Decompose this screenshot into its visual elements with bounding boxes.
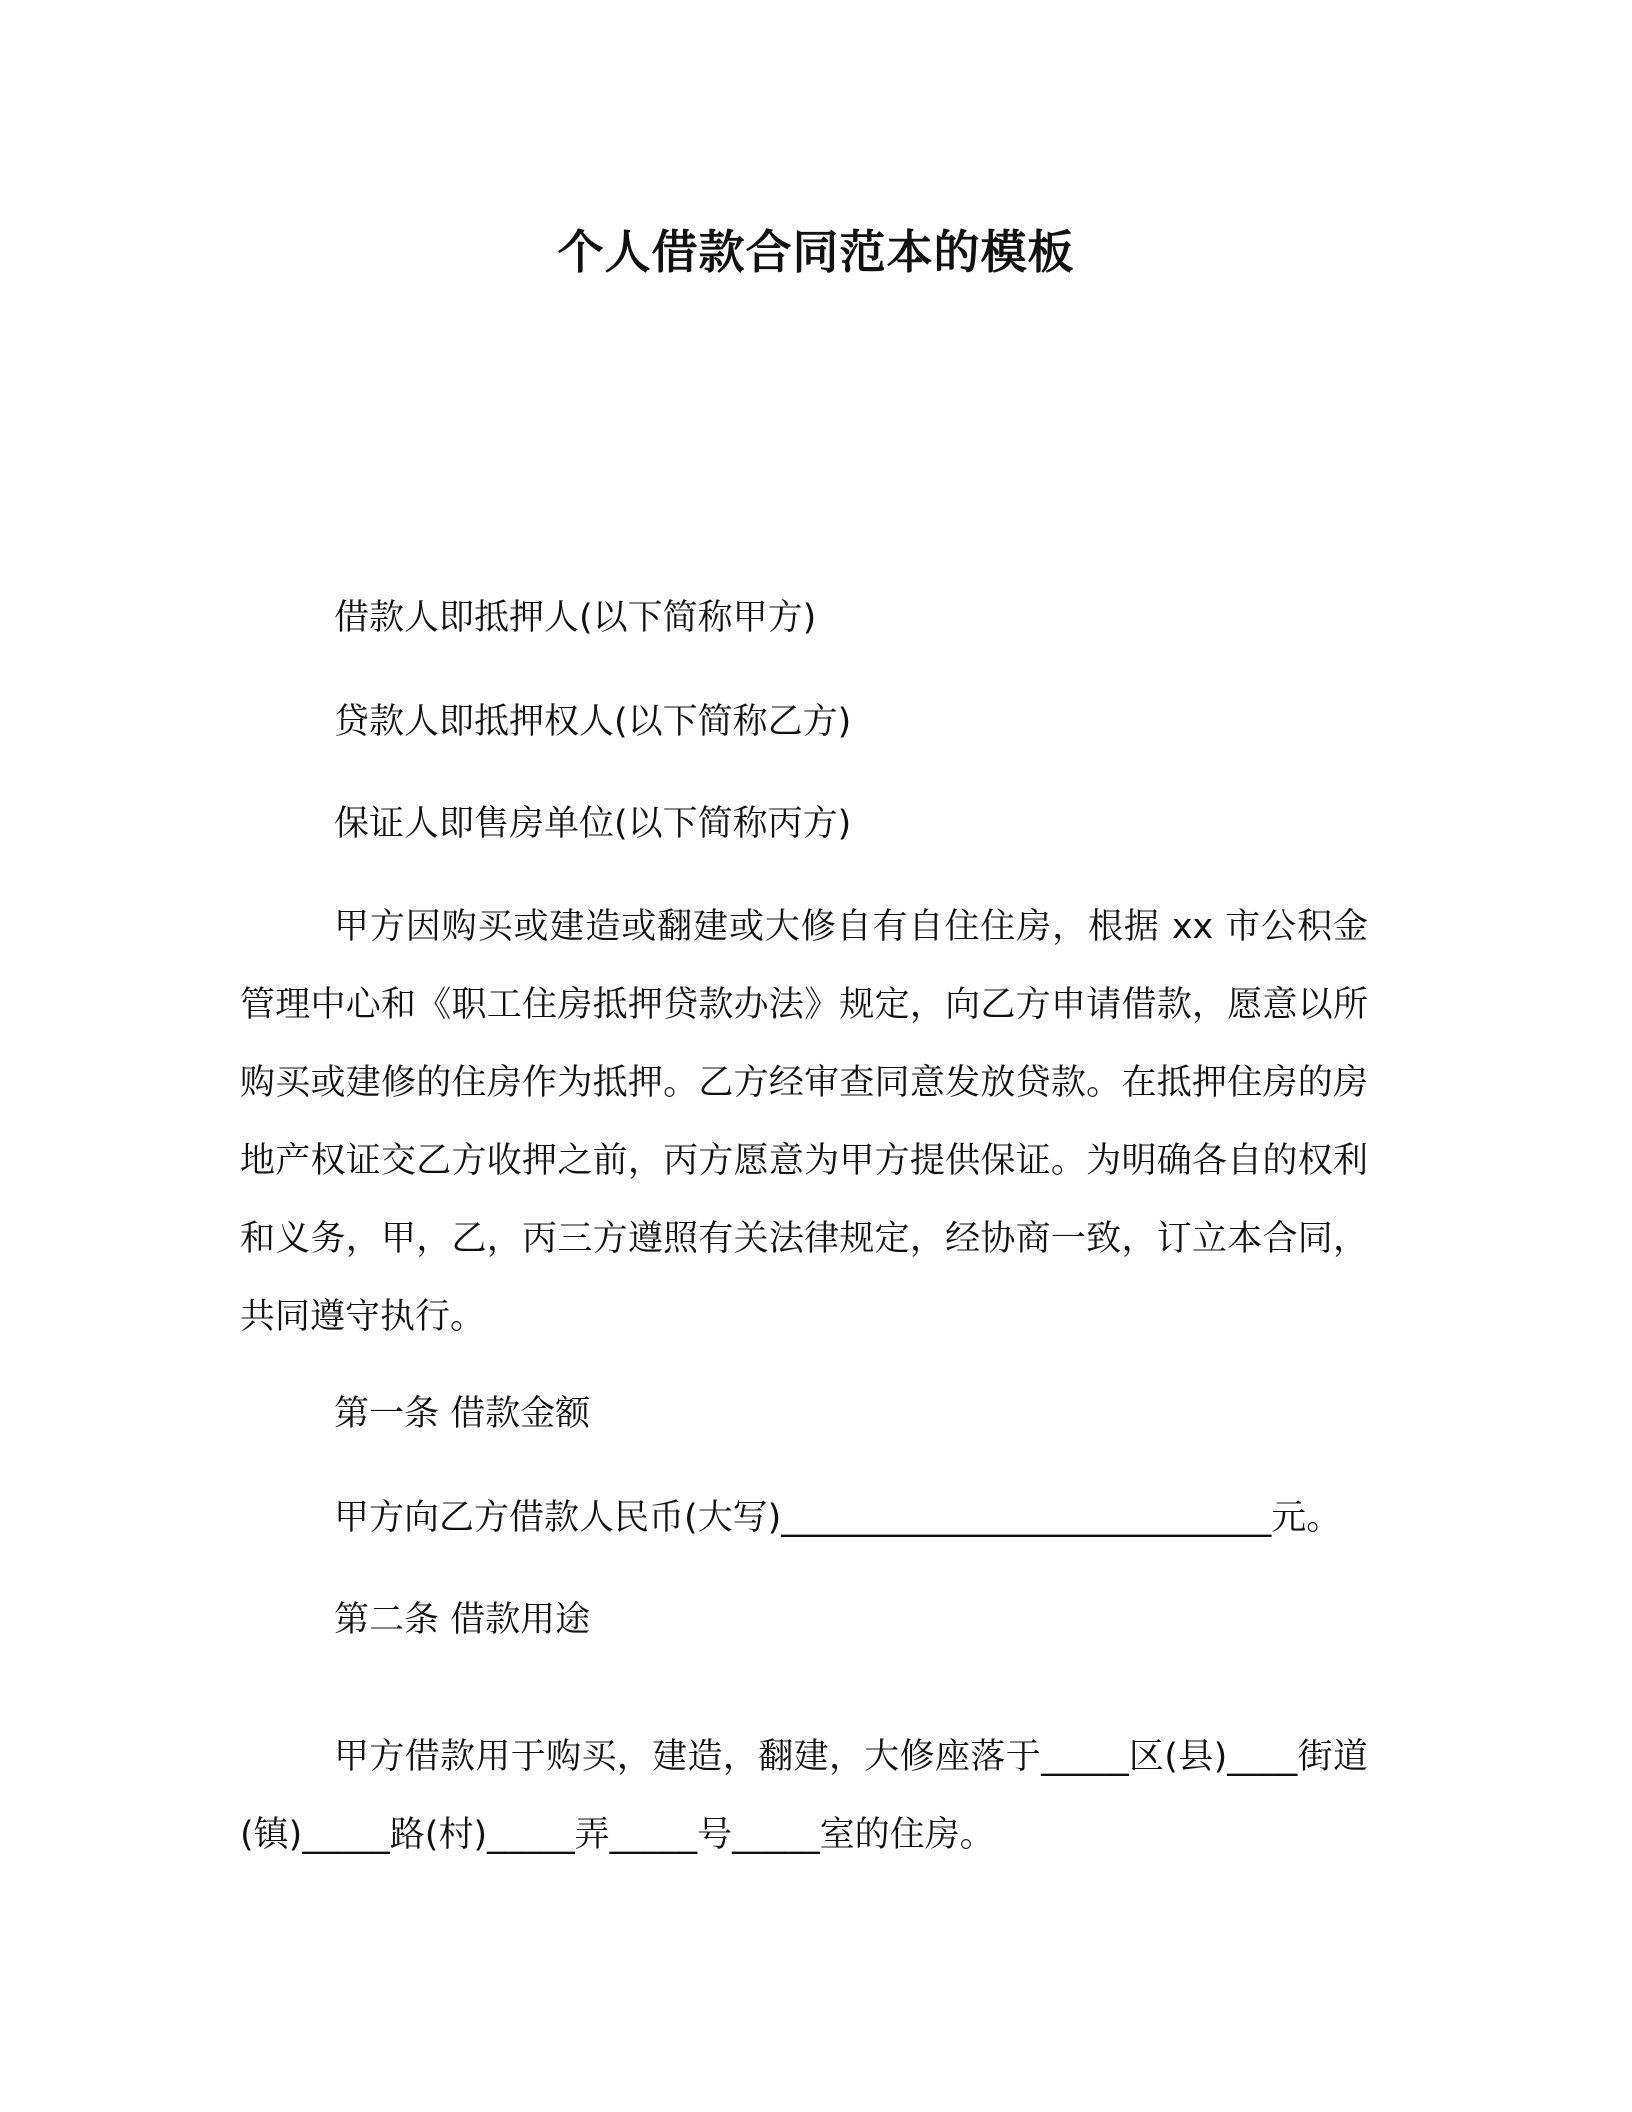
article1-heading: 第一条 借款金额	[334, 1394, 591, 1434]
article2-paragraph: 甲方借款用于购买，建造，翻建，大修座落于_____区(县)____街道(镇)_____路(村)_____弄_____号_____室的住房。	[240, 1737, 1368, 1855]
party-lender: 贷款人即抵押权人(以下简称乙方)	[334, 702, 852, 742]
preamble-paragraph: 甲方因购买或建造或翻建或大修自有自住住房，根据 xx 市公积金管理中心和《职工住房抵押贷款办法》规定，向乙方申请借款，愿意以所购买或建修的住房作为抵押。乙方经审查同意发放贷款。在抵押住房的房地产权证交乙方收押之前，丙方愿意为甲方提供保证。为明确各自的权利和义务，甲，乙，丙三方遵照有关法律规定，经协商一致，订立本合同，共同遵守执行。	[240, 907, 1368, 1337]
article2-heading: 第二条 借款用途	[334, 1600, 591, 1640]
article1-text: 甲方向乙方借款人民币(大写)____________________________元。	[334, 1498, 1342, 1538]
party-borrower: 借款人即抵押人(以下简称甲方)	[334, 598, 817, 638]
party-guarantor: 保证人即售房单位(以下简称丙方)	[334, 804, 852, 844]
document-title: 个人借款合同范本的模板	[557, 225, 1075, 279]
